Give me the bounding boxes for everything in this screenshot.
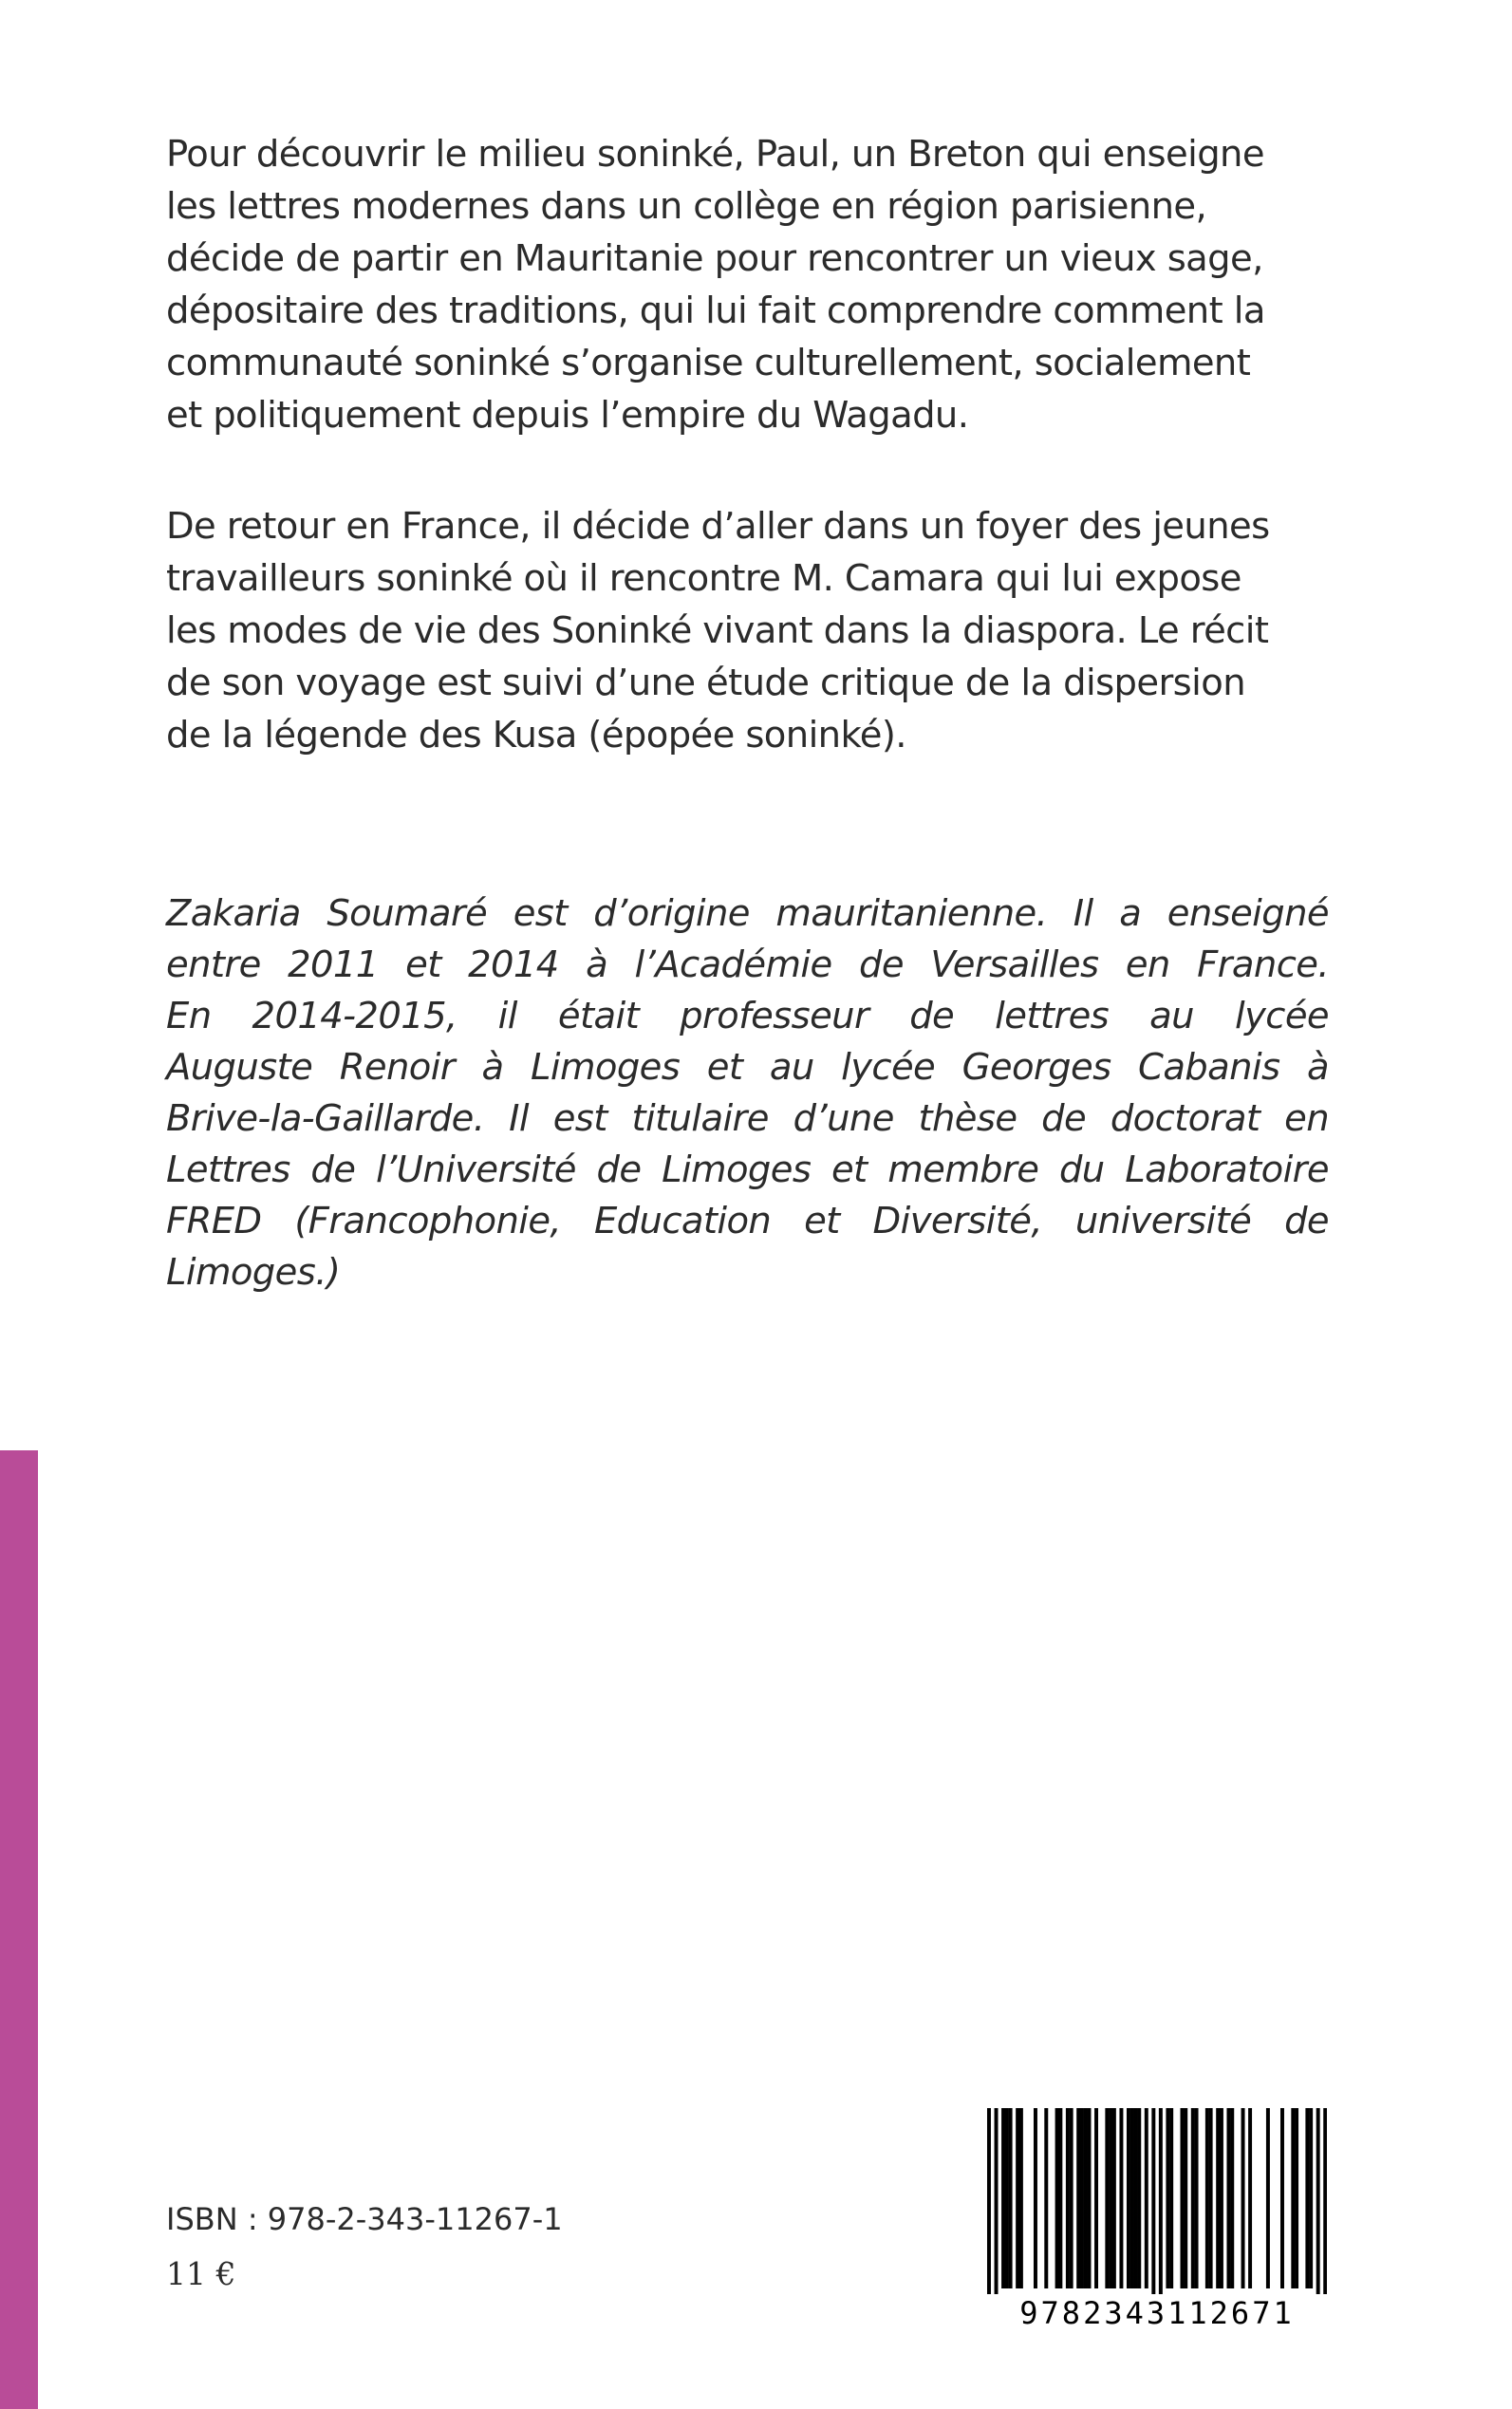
summary-line: les modes de vie des Soninké vivant dans la diaspora. Le récit: [166, 609, 1269, 652]
summary-paragraph-1: [166, 128, 1343, 441]
barcode-bar: [1266, 2108, 1270, 2288]
barcode-bar: [1184, 2108, 1187, 2288]
barcode-bar: [1009, 2108, 1013, 2288]
summary-line: les lettres modernes dans un collège en région parisienne,: [166, 185, 1207, 228]
barcode-bar: [1105, 2108, 1109, 2288]
barcode-bar: [1080, 2108, 1084, 2288]
summary-line: dépositaire des traditions, qui lui fait comprendre comment la: [166, 289, 1265, 332]
barcode-bar: [1291, 2108, 1295, 2288]
magenta-side-bar: [0, 1450, 38, 2409]
bio-first-line-text: est d’origine mauritanienne. Il a enseigné: [487, 892, 1329, 935]
summary-line: travailleurs soninké où il rencontre M. Camara qui lui expose: [166, 557, 1241, 600]
barcode-bar: [1195, 2108, 1199, 2288]
barcode-bar: [1151, 2108, 1155, 2294]
barcode-bar: [1248, 2108, 1252, 2288]
barcode-bar: [1220, 2108, 1223, 2288]
bio-line: Brive-la-Gaillarde. Il est titulaire d’une thèse de doctorat en: [166, 1097, 1329, 1140]
barcode-bar: [1094, 2108, 1098, 2288]
summary-line: décide de partir en Mauritanie pour rencontrer un vieux sage,: [166, 237, 1263, 280]
barcode-bar: [1309, 2108, 1313, 2288]
barcode-bar: [1159, 2108, 1163, 2294]
barcode-bar: [1055, 2108, 1059, 2288]
author-name: Zakaria Soumaré: [166, 892, 488, 935]
barcode-bar: [1226, 2108, 1230, 2288]
barcode-bar: [1305, 2108, 1309, 2288]
summary-line: De retour en France, il décide d’aller dans un foyer des jeunes: [166, 505, 1270, 548]
barcode-bar: [1241, 2108, 1245, 2288]
bio-line: Lettres de l’Université de Limoges et membre du Laboratoire: [166, 1148, 1329, 1191]
barcode-bar: [1280, 2108, 1284, 2288]
summary-line: de son voyage est suivi d’une étude critique de la dispersion: [166, 662, 1245, 704]
barcode-bar: [1230, 2108, 1234, 2288]
barcode-bar: [1044, 2108, 1048, 2288]
bio-line: En 2014-2015, il était professeur de lettres au lycée: [166, 995, 1329, 1037]
summary-line: communauté soninké s’organise culturellement, socialement: [166, 342, 1251, 384]
barcode-bar: [1109, 2108, 1112, 2288]
barcode-bar: [1169, 2108, 1173, 2288]
barcode-bar: [1180, 2108, 1184, 2288]
summary-line: Pour découvrir le milieu soninké, Paul, un Breton qui enseigne: [166, 133, 1264, 176]
barcode-bar: [995, 2108, 999, 2294]
barcode-bar: [1295, 2108, 1298, 2288]
bio-line: entre 2011 et 2014 à l’Académie de Versailles en France.: [166, 943, 1329, 986]
barcode-bar: [1145, 2108, 1148, 2288]
barcode-bar: [1066, 2108, 1070, 2288]
barcode-bar: [1127, 2108, 1130, 2288]
barcode-bar: [1019, 2108, 1023, 2288]
bio-line: Limoges.): [166, 1251, 341, 1294]
barcode-bars: [987, 2108, 1327, 2294]
barcode-bar: [1070, 2108, 1073, 2288]
barcode-bar: [1316, 2108, 1320, 2294]
author-bio: [166, 888, 1329, 1298]
barcode-bar: [1119, 2108, 1123, 2288]
bio-line: FRED (Francophonie, Education et Diversité, université de: [166, 1200, 1329, 1242]
barcode-digits: 9782343112671: [1019, 2295, 1295, 2331]
barcode-bar: [1076, 2108, 1080, 2288]
barcode-bar: [1005, 2108, 1009, 2288]
bio-line: Auguste Renoir à Limoges et au lycée Georges Cabanis à: [166, 1046, 1329, 1089]
barcode-bar: [1323, 2108, 1327, 2294]
barcode-bar: [1191, 2108, 1195, 2288]
barcode-bar: [1166, 2108, 1169, 2288]
bio-first-line: [166, 888, 1329, 940]
barcode-bar: [1216, 2108, 1220, 2288]
summary-paragraph-2: [166, 500, 1343, 761]
barcode-bar: [1034, 2108, 1037, 2288]
isbn-text: ISBN : 978-2-343-11267-1: [166, 2201, 563, 2237]
barcode-bar: [1088, 2108, 1092, 2288]
barcode-bar: [1084, 2108, 1088, 2288]
barcode-bar: [1016, 2108, 1019, 2288]
barcode-bar: [987, 2108, 991, 2294]
barcode-bar: [1209, 2108, 1213, 2288]
summary-line: et politiquement depuis l’empire du Wagadu.: [166, 394, 969, 437]
barcode-bar: [1137, 2108, 1141, 2288]
barcode-bar: [1205, 2108, 1209, 2288]
price-text: 11 €: [166, 2255, 236, 2292]
summary-line: de la légende des Kusa (épopée soninké).: [166, 714, 906, 756]
barcode-bar: [1134, 2108, 1138, 2288]
barcode: [987, 2108, 1327, 2332]
barcode-bar: [1130, 2108, 1134, 2288]
barcode-bar: [1112, 2108, 1116, 2288]
barcode-bar: [1058, 2108, 1062, 2288]
barcode-bar: [1001, 2108, 1005, 2288]
